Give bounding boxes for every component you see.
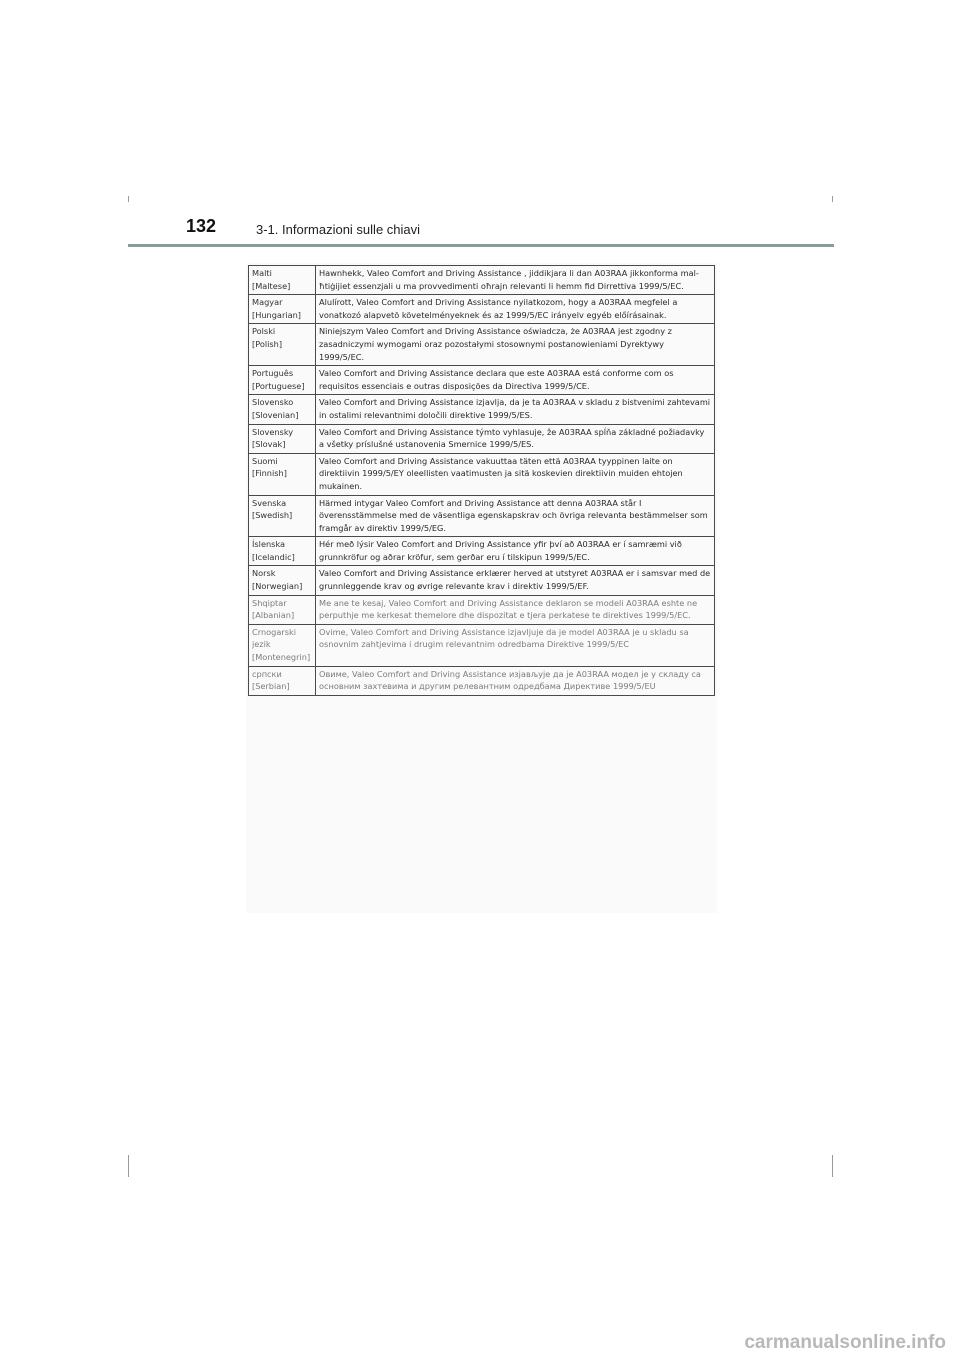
declaration-scan	[246, 263, 717, 913]
language-english-name: [Norwegian]	[252, 581, 303, 592]
declaration-text: Valeo Comfort and Driving Assistance declara que este A03RAA está conforme com os requisitos essenciais e outras disposições da Directiva 1999/5/CE.	[316, 366, 715, 395]
language-cell	[249, 295, 316, 324]
language-cell	[249, 424, 316, 453]
page-number: 132	[186, 216, 217, 236]
language-name: Slovensko	[252, 397, 294, 408]
table-row	[249, 266, 715, 295]
declaration-text: Alulírott, Valeo Comfort and Driving Assistance nyilatkozom, hogy a A03RAA megfelel a vonatkozó alapvetõ követelményeknek és az 1999/5/EC irányelv egyéb előírásainak.	[316, 295, 715, 324]
declaration-table	[248, 265, 715, 696]
language-english-name: [Swedish]	[252, 510, 293, 521]
declaration-text: Valeo Comfort and Driving Assistance týmto vyhlasuje, že A03RAA spĺňa základné požiadavky a všetky príslušné ustanovenia Smernice 1999/5/ES.	[316, 424, 715, 453]
language-name: Slovensky	[252, 426, 294, 437]
language-cell	[249, 566, 316, 595]
table-row	[249, 666, 715, 695]
declaration-text: Valeo Comfort and Driving Assistance erklærer herved at utstyret A03RAA er i samsvar med de grunnleggende krav og øvrige relevante krav i direktiv 1999/5/EF.	[316, 566, 715, 595]
table-row	[249, 453, 715, 495]
language-name: српски	[252, 668, 282, 679]
table-row	[249, 424, 715, 453]
language-english-name: [Finnish]	[252, 468, 287, 479]
language-name: Shqiptar	[252, 597, 287, 608]
language-cell	[249, 537, 316, 566]
language-english-name: [Montenegrin]	[252, 652, 311, 663]
language-name: Magyar	[252, 297, 283, 308]
declaration-text: Ovime, Valeo Comfort and Driving Assistance izjavljuje da je model A03RAA je u skladu sa osnovnim zahtjevima i drugim relevantnim odredbama Direktive 1999/5/EC	[316, 624, 715, 666]
table-row	[249, 324, 715, 366]
language-cell	[249, 595, 316, 624]
language-english-name: [Polish]	[252, 338, 283, 349]
declaration-text: Niniejszym Valeo Comfort and Driving Assistance oświadcza, że A03RAA jest zgodny z zasadniczymi wymogami oraz pozostałymi stosownymi postanowieniami Dyrektywy 1999/5/EC.	[316, 324, 715, 366]
table-row	[249, 624, 715, 666]
language-english-name: [Slovenian]	[252, 409, 299, 420]
language-english-name: [Albanian]	[252, 610, 295, 621]
language-name: Suomi	[252, 455, 278, 466]
language-name: Norsk	[252, 568, 276, 579]
language-cell	[249, 453, 316, 495]
crop-mark-bottom-right	[832, 1155, 833, 1177]
crop-mark-top-left	[128, 196, 129, 202]
table-row	[249, 495, 715, 537]
language-english-name: [Maltese]	[252, 280, 291, 291]
page-header	[128, 214, 834, 248]
declaration-text: Valeo Comfort and Driving Assistance izjavlja, da je ta A03RAA v skladu z bistvenimi zahtevami in ostalimi relevantnimi določili direktive 1999/5/ES.	[316, 395, 715, 424]
table-row	[249, 566, 715, 595]
language-english-name: [Portuguese]	[252, 380, 305, 391]
table-row	[249, 395, 715, 424]
declaration-text: Hawnhekk, Valeo Comfort and Driving Assistance , jiddikjara li dan A03RAA jikkonforma mal-ħtiġijiet essenzjali u ma provvedimenti oħrajn relevanti li hemm fid Dirrettiva 1999/5/EC.	[316, 266, 715, 295]
declaration-text: Me ane te kesaj, Valeo Comfort and Driving Assistance deklaron se modeli A03RAA eshte ne perputhje me kerkesat themelore dhe dispozitat e tjera perkatese te direktives 1999/5/EC.	[316, 595, 715, 624]
language-cell	[249, 395, 316, 424]
language-name: Íslenska	[252, 539, 286, 550]
language-english-name: [Serbian]	[252, 681, 290, 692]
table-row	[249, 295, 715, 324]
table-row	[249, 366, 715, 395]
language-cell	[249, 324, 316, 366]
language-name: Crnogarski jezik	[252, 626, 296, 650]
language-cell	[249, 624, 316, 666]
language-name: Svenska	[252, 497, 287, 508]
declaration-text: Valeo Comfort and Driving Assistance vakuuttaa täten että A03RAA tyyppinen laite on direktiivin 1999/5/EY oleellisten vaatimusten ja sitä koskevien direktiivin muiden ehtojen mukainen.	[316, 453, 715, 495]
header-rule	[128, 244, 834, 247]
declaration-text: Овиме, Valeo Comfort and Driving Assistance изјављује да је A03RAA модел је у складу са основним захтевима и другим релевантним одредбама Директиве 1999/5/EU	[316, 666, 715, 695]
language-cell	[249, 366, 316, 395]
declaration-text: Härmed intygar Valeo Comfort and Driving Assistance att denna A03RAA står I överensstämmelse med de väsentliga egenskapskrav och övriga relevanta bestämmelser som framgår av direktiv 1999/5/EG.	[316, 495, 715, 537]
crop-mark-top-right	[832, 196, 833, 202]
language-name: Malti	[252, 268, 272, 278]
language-english-name: [Hungarian]	[252, 309, 301, 320]
language-cell	[249, 495, 316, 537]
section-title: 3-1. Informazioni sulle chiavi	[256, 222, 421, 237]
language-cell	[249, 266, 316, 295]
site-watermark: carmanualsonline.info	[744, 1332, 946, 1353]
language-english-name: [Icelandic]	[252, 551, 295, 562]
language-name: Polski	[252, 326, 276, 337]
table-row	[249, 595, 715, 624]
language-name: Português	[252, 368, 294, 379]
table-row	[249, 537, 715, 566]
crop-mark-bottom-left	[128, 1155, 129, 1177]
language-english-name: [Slovak]	[252, 439, 286, 450]
declaration-text: Hér með lýsir Valeo Comfort and Driving Assistance yfir því að A03RAA er í samræmi við grunnkröfur og aðrar kröfur, sem gerðar eru í tilskipun 1999/5/EC.	[316, 537, 715, 566]
language-cell	[249, 666, 316, 695]
